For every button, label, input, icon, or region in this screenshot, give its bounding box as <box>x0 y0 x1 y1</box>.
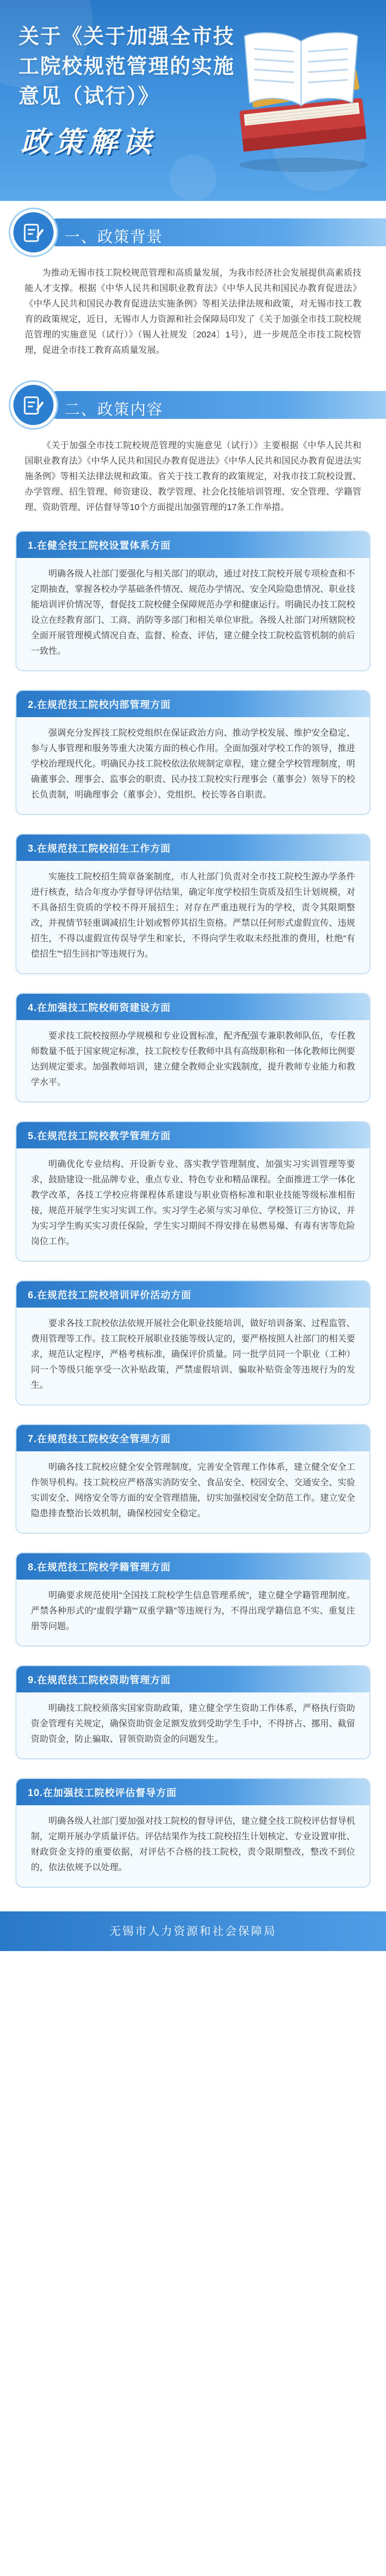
card-text: 明确各技工院校应健全安全管理制度，完善安全管理工作体系，建立健全安全工作领导机构。技工院校应严格落实消防安全、食品安全、校园安全、交通安全、实验实训安全、网络安全等方面的安全管理措施，切实加强校园安全防范工作。建立安全隐患排查整治长效机制，确保校园安全稳定。 <box>31 1462 355 1518</box>
section-header-content <box>0 374 386 425</box>
card-title: 4.在加强技工院校师资建设方面 <box>16 994 370 1020</box>
card-text: 明确各级人社部门要强化与相关部门的联动，通过对技工院校开展专项检查和不定期抽查，掌握各校办学基础条件情况、规范办学情况、安全风险隐患情况、职业技能培训评价情况等，督促技工院校健全保障规范办学和健康运行。明确民办技工院校设立在经教育部门、工商、消防等多部门和相关单位审批。各级人社部门对所辖院校全面开展管理模式情况自查、监督、检查、评估，建立健全技工院校监管机制的前后一致性。 <box>31 569 355 656</box>
card-text: 要求各技工院校依法依规开展社会化职业技能培训，做好培训备案、过程监管、费用管理等工作。技工院校开展职业技能等级认定的，要严格按照人社部门的相关要求，规范认定程序，严格考核标准，确保评价质量。同一批学员同一个职业（工种）同一个等级只能享受一次补贴政策，严禁虚假培训、骗取补贴资金等违规行为的发生。 <box>31 1318 355 1390</box>
edit-icon <box>10 209 57 256</box>
section-title: 二、政策内容 <box>64 401 163 418</box>
card-title: 3.在规范技工院校招生工作方面 <box>16 835 370 861</box>
policy-card <box>15 1121 371 1262</box>
card-title: 1.在健全技工院校设置体系方面 <box>16 532 370 558</box>
card-text: 强调充分发挥技工院校党组织在保证政治方向、推动学校发展、维护安全稳定、参与人事管理和服务等重大决策方面的核心作用。全面加强对学校工作的领导，推进学校治理现代化。明确民办技工院校依法依规制定章程，建立健全学校管理制度，明确董事会、理事会、监事会的职责、民办技工院校实行理事会（董事会）领导下的校长负责制，明确理事会（董事会）、党组织、校长等各自职责。 <box>31 728 355 800</box>
card-text: 要求技工院校按照办学规模和专业设置标准，配齐配强专兼职教师队伍，专任教师数量不低于国家规定标准，技工院校专任教师中具有高级职称和一体化教师比例要达到规定要求。加强教师培训，建立健全教师企业实践制度，提升教师专业能力和教学水平。 <box>31 1031 355 1087</box>
card-text: 明确优化专业结构、开设新专业、落实教学管理制度、加强实习实训管理等要求，鼓励建设一批品牌专业、重点专业、特色专业和精品课程。全面推进工学一体化教学改革，各技工学校应将课程体系建设与职业资格标准和职业技能等级标准相衔接，规范开展学生实习实训工作。实习学生必须与实习单位、学校签订三方协议，并为实习学生购买实习责任保险，学生实习期间不得安排在易燃易爆、有毒有害等危险岗位工作。 <box>31 1159 355 1246</box>
card-title: 2.在规范技工院校内部管理方面 <box>16 691 370 717</box>
card-text: 实施技工院校招生简章备案制度，市人社部门负责对全市技工院校生源办学条件进行核查，结合年度办学督导评估结果，确定年度学校招生资质及招生计划规模，对不具备招生资质的学校不得开展招生；对存在严重违规行为的学校，责令其限期整改，并视情节轻重调减招生计划或暂停其招生资格。严禁以任何形式虚假宣传、违规招生，不得以虚假宣传误导学生和家长，不得向学生收取未经批准的费用，杜绝“有偿招生”“招生回扣”等违规行为。 <box>31 872 355 959</box>
policy-card <box>15 1665 371 1759</box>
hero-banner <box>0 0 386 201</box>
paragraph: 《关于加强全市技工院校规范管理的实施意见（试行）》主要根据《中华人民共和国职业教育法》《中华人民共和国民办教育促进法》《中华人民共和国民办教育促进法实施条例》等相关法律法规和政策。省关于技工教育的政策规定，对我市技工院校设置、办学管理、招生管理、师资建设、教学管理、社会化技能培训管理、安全管理、学籍管理、资助管理、评估督导等10个方面提出加强管理的17条工作举措。 <box>25 440 361 512</box>
card-title: 7.在规范技工院校安全管理方面 <box>16 1425 370 1451</box>
card-text: 明确要求规范使用“全国技工院校学生信息管理系统”，建立健全学籍管理制度。严禁各种形式的“虚假学籍”“双重学籍”等违规行为，不得出现学籍信息不实、重复注册等问题。 <box>31 1590 355 1631</box>
edit-icon <box>10 382 57 428</box>
page-subtitle: 政策解读 <box>21 125 156 159</box>
card-title: 8.在规范技工院校学籍管理方面 <box>16 1553 370 1580</box>
section-title: 一、政策背景 <box>64 229 163 246</box>
policy-card <box>15 531 371 671</box>
policy-card <box>15 1552 371 1647</box>
book-illustration-icon <box>234 21 373 175</box>
background-text <box>0 252 386 374</box>
section-header-background <box>0 201 386 252</box>
decor-circle <box>170 155 216 201</box>
policy-card <box>15 690 371 815</box>
policy-cards <box>0 531 386 1911</box>
paragraph: 为推动无锡市技工院校规范管理和高质量发展，为我市经济社会发展提供高素质技能人才支撑。根据《中华人民共和国职业教育法》《中华人民共和国民办教育促进法》《中华人民共和国民办教育促进法实施条例》等相关法律法规和政策，对无锡市技工教育的政策规定，近日，无锡市人力资源和社会保障局印发了《关于加强全市技工院校规范管理的实施意见（试行）》（锡人社规发〔2024〕1号），进一步规范全市技工院校管理，促进全市技工教育高质量发展。 <box>25 268 361 355</box>
card-text: 明确各级人社部门要加强对技工院校的督导评估，建立健全技工院校评估督导机制，定期开展办学质量评估。评估结果作为技工院校招生计划核定、专业设置审批、财政资金支持的重要依据，对评估不合格的技工院校，责令限期整改，整改不到位的，依法依规予以处理。 <box>31 1816 355 1872</box>
content-intro-text <box>0 425 386 531</box>
card-title: 9.在规范技工院校资助管理方面 <box>16 1666 370 1692</box>
footer-organization: 无锡市人力资源和社会保障局 <box>0 1911 386 1951</box>
card-title: 10.在加强技工院校评估督导方面 <box>16 1779 370 1805</box>
card-text: 明确技工院校须落实国家资助政策，建立健全学生资助工作体系，严格执行资助资金管理有关规定，确保资助资金足额发放到受助学生手中，不得挤占、挪用、截留资助资金，防止骗取、冒领资助资金的问题发生。 <box>31 1703 355 1744</box>
page-title: 关于《关于加强全市技工院校规范管理的实施意见（试行）》 <box>19 24 235 108</box>
card-title: 5.在规范技工院校教学管理方面 <box>16 1122 370 1148</box>
policy-card <box>15 993 371 1103</box>
policy-card <box>15 1280 371 1405</box>
policy-card <box>15 1424 371 1534</box>
card-title: 6.在规范技工院校培训评价活动方面 <box>16 1281 370 1308</box>
policy-card <box>15 834 371 974</box>
policy-card <box>15 1778 371 1888</box>
